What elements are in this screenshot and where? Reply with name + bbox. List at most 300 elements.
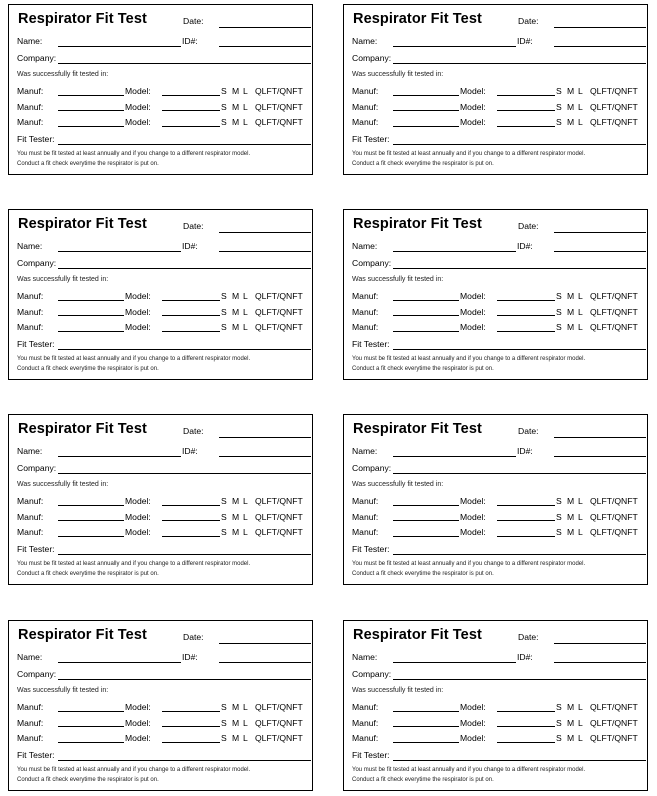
manuf-label: Manuf: — [352, 307, 379, 317]
id-label: ID#: — [182, 36, 198, 46]
card-title: Respirator Fit Test — [18, 216, 147, 232]
tested-in-label: Was successfully fit tested in: — [17, 687, 109, 694]
fit-tester-field[interactable] — [393, 554, 646, 555]
model-label: Model: — [125, 102, 151, 112]
date-label: Date: — [183, 221, 204, 231]
manuf-label: Manuf: — [352, 102, 379, 112]
name-field[interactable] — [58, 251, 181, 252]
name-label: Name: — [17, 36, 43, 46]
footer-note-1: You must be fit tested at least annually and if you change to a different respirator model. — [352, 767, 586, 773]
manuf-field[interactable] — [58, 726, 124, 727]
size-s[interactable]: S — [556, 86, 562, 96]
model-label: Model: — [460, 496, 486, 506]
footer-note-1: You must be fit tested at least annually and if you change to a different respirator model. — [352, 151, 586, 157]
size-s[interactable]: S — [221, 718, 227, 728]
size-l[interactable]: L — [578, 527, 583, 537]
size-m[interactable]: M — [232, 527, 240, 537]
size-m[interactable]: M — [567, 322, 575, 332]
model-field[interactable] — [162, 300, 220, 301]
size-m[interactable]: M — [567, 307, 575, 317]
id-field[interactable] — [554, 456, 646, 457]
model-field[interactable] — [497, 331, 555, 332]
size-s[interactable]: S — [221, 733, 227, 743]
size-m[interactable]: M — [232, 307, 240, 317]
id-field[interactable] — [219, 251, 311, 252]
manuf-field[interactable] — [58, 110, 124, 111]
model-label: Model: — [125, 527, 151, 537]
fit-test-card-8 — [343, 620, 648, 791]
manuf-field[interactable] — [58, 126, 124, 127]
name-field[interactable] — [393, 46, 516, 47]
size-s[interactable]: S — [221, 102, 227, 112]
model-field[interactable] — [162, 95, 220, 96]
name-label: Name: — [17, 446, 43, 456]
size-s[interactable]: S — [556, 102, 562, 112]
model-label: Model: — [460, 718, 486, 728]
id-field[interactable] — [554, 251, 646, 252]
company-field[interactable] — [58, 473, 311, 474]
method-label[interactable]: QLFT/QNFT — [255, 117, 303, 127]
model-label: Model: — [125, 117, 151, 127]
size-m[interactable]: M — [232, 322, 240, 332]
manuf-label: Manuf: — [17, 86, 44, 96]
fit-tester-label: Fit Tester: — [17, 134, 55, 144]
manuf-field[interactable] — [58, 711, 124, 712]
manuf-field[interactable] — [393, 126, 459, 127]
size-s[interactable]: S — [221, 291, 227, 301]
manuf-label: Manuf: — [17, 322, 44, 332]
company-label: Company: — [352, 53, 392, 63]
company-label: Company: — [352, 669, 392, 679]
size-l[interactable]: L — [578, 733, 583, 743]
size-s[interactable]: S — [556, 702, 562, 712]
id-field[interactable] — [219, 46, 311, 47]
model-field[interactable] — [497, 742, 555, 743]
model-field[interactable] — [162, 315, 220, 316]
size-l[interactable]: L — [578, 117, 583, 127]
manuf-label: Manuf: — [352, 512, 379, 522]
fit-tester-label: Fit Tester: — [352, 544, 390, 554]
size-m[interactable]: M — [567, 496, 575, 506]
manuf-field[interactable] — [393, 331, 459, 332]
manuf-label: Manuf: — [352, 718, 379, 728]
manuf-label: Manuf: — [17, 307, 44, 317]
size-l[interactable]: L — [578, 322, 583, 332]
model-field[interactable] — [162, 110, 220, 111]
date-label: Date: — [518, 221, 539, 231]
method-label[interactable]: QLFT/QNFT — [255, 322, 303, 332]
size-s[interactable]: S — [221, 117, 227, 127]
date-label: Date: — [518, 632, 539, 642]
size-l[interactable]: L — [243, 512, 248, 522]
footer-note-2: Conduct a fit check everytime the respirator is put on. — [17, 366, 159, 372]
fit-tester-field[interactable] — [58, 144, 311, 145]
manuf-field[interactable] — [393, 742, 459, 743]
manuf-field[interactable] — [393, 95, 459, 96]
manuf-field[interactable] — [393, 315, 459, 316]
model-label: Model: — [460, 117, 486, 127]
model-field[interactable] — [497, 110, 555, 111]
size-l[interactable]: L — [243, 322, 248, 332]
tested-in-label: Was successfully fit tested in: — [17, 276, 109, 283]
size-m[interactable]: M — [232, 117, 240, 127]
size-l[interactable]: L — [243, 527, 248, 537]
size-m[interactable]: M — [567, 86, 575, 96]
manuf-field[interactable] — [393, 505, 459, 506]
model-label: Model: — [460, 102, 486, 112]
method-label[interactable]: QLFT/QNFT — [255, 102, 303, 112]
manuf-label: Manuf: — [17, 117, 44, 127]
size-m[interactable]: M — [232, 718, 240, 728]
size-l[interactable]: L — [578, 102, 583, 112]
footer-note-2: Conduct a fit check everytime the respirator is put on. — [17, 571, 159, 577]
manuf-field[interactable] — [393, 536, 459, 537]
model-label: Model: — [125, 291, 151, 301]
fit-test-card-1 — [8, 4, 313, 175]
model-field[interactable] — [497, 315, 555, 316]
size-s[interactable]: S — [221, 322, 227, 332]
model-label: Model: — [125, 512, 151, 522]
method-label[interactable]: QLFT/QNFT — [590, 527, 638, 537]
manuf-label: Manuf: — [352, 702, 379, 712]
size-m[interactable]: M — [232, 291, 240, 301]
size-s[interactable]: S — [556, 512, 562, 522]
manuf-field[interactable] — [58, 315, 124, 316]
size-s[interactable]: S — [221, 496, 227, 506]
method-label[interactable]: QLFT/QNFT — [590, 86, 638, 96]
model-label: Model: — [125, 733, 151, 743]
tested-in-label: Was successfully fit tested in: — [352, 481, 444, 488]
model-field[interactable] — [162, 331, 220, 332]
fit-tester-field[interactable] — [58, 760, 311, 761]
size-s[interactable]: S — [221, 527, 227, 537]
size-l[interactable]: L — [243, 496, 248, 506]
manuf-field[interactable] — [393, 110, 459, 111]
size-l[interactable]: L — [243, 307, 248, 317]
fit-tester-label: Fit Tester: — [352, 134, 390, 144]
method-label[interactable]: QLFT/QNFT — [255, 527, 303, 537]
model-field[interactable] — [497, 536, 555, 537]
company-field[interactable] — [393, 473, 646, 474]
company-label: Company: — [17, 669, 57, 679]
size-m[interactable]: M — [232, 702, 240, 712]
size-s[interactable]: S — [556, 322, 562, 332]
size-s[interactable]: S — [556, 733, 562, 743]
fit-test-card-2 — [343, 4, 648, 175]
footer-note-2: Conduct a fit check everytime the respirator is put on. — [17, 161, 159, 167]
size-m[interactable]: M — [567, 117, 575, 127]
model-field[interactable] — [162, 726, 220, 727]
size-l[interactable]: L — [243, 702, 248, 712]
company-field[interactable] — [58, 268, 311, 269]
model-label: Model: — [125, 718, 151, 728]
method-label[interactable]: QLFT/QNFT — [255, 291, 303, 301]
fit-test-card-7 — [8, 620, 313, 791]
size-l[interactable]: L — [243, 291, 248, 301]
size-m[interactable]: M — [567, 702, 575, 712]
model-label: Model: — [460, 322, 486, 332]
name-field[interactable] — [393, 251, 516, 252]
model-label: Model: — [460, 527, 486, 537]
size-l[interactable]: L — [578, 291, 583, 301]
fit-tester-label: Fit Tester: — [352, 339, 390, 349]
manuf-label: Manuf: — [352, 496, 379, 506]
card-title: Respirator Fit Test — [18, 627, 147, 643]
size-s[interactable]: S — [221, 86, 227, 96]
tested-in-label: Was successfully fit tested in: — [352, 276, 444, 283]
date-label: Date: — [518, 426, 539, 436]
manuf-field[interactable] — [58, 331, 124, 332]
method-label[interactable]: QLFT/QNFT — [255, 512, 303, 522]
method-label[interactable]: QLFT/QNFT — [590, 702, 638, 712]
size-s[interactable]: S — [221, 307, 227, 317]
model-label: Model: — [125, 702, 151, 712]
manuf-field[interactable] — [58, 536, 124, 537]
company-label: Company: — [17, 463, 57, 473]
method-label[interactable]: QLFT/QNFT — [590, 733, 638, 743]
model-label: Model: — [460, 512, 486, 522]
size-s[interactable]: S — [556, 307, 562, 317]
manuf-field[interactable] — [393, 520, 459, 521]
size-l[interactable]: L — [243, 117, 248, 127]
tested-in-label: Was successfully fit tested in: — [17, 481, 109, 488]
fit-tester-label: Fit Tester: — [17, 544, 55, 554]
model-label: Model: — [460, 733, 486, 743]
manuf-label: Manuf: — [17, 102, 44, 112]
name-label: Name: — [17, 241, 43, 251]
company-field[interactable] — [393, 63, 646, 64]
size-l[interactable]: L — [243, 86, 248, 96]
size-s[interactable]: S — [221, 512, 227, 522]
manuf-field[interactable] — [58, 742, 124, 743]
model-label: Model: — [460, 86, 486, 96]
card-title: Respirator Fit Test — [353, 421, 482, 437]
date-field[interactable] — [219, 437, 311, 438]
fit-tester-label: Fit Tester: — [17, 339, 55, 349]
model-field[interactable] — [162, 520, 220, 521]
company-field[interactable] — [58, 679, 311, 680]
fit-tester-field[interactable] — [58, 554, 311, 555]
manuf-label: Manuf: — [17, 702, 44, 712]
id-field[interactable] — [554, 46, 646, 47]
size-m[interactable]: M — [232, 733, 240, 743]
name-field[interactable] — [393, 456, 516, 457]
manuf-label: Manuf: — [352, 322, 379, 332]
manuf-field[interactable] — [58, 520, 124, 521]
name-label: Name: — [352, 241, 378, 251]
footer-note-2: Conduct a fit check everytime the respirator is put on. — [17, 777, 159, 783]
method-label[interactable]: QLFT/QNFT — [255, 733, 303, 743]
name-label: Name: — [352, 446, 378, 456]
size-s[interactable]: S — [556, 718, 562, 728]
method-label[interactable]: QLFT/QNFT — [255, 496, 303, 506]
size-m[interactable]: M — [567, 718, 575, 728]
model-field[interactable] — [497, 126, 555, 127]
method-label[interactable]: QLFT/QNFT — [255, 307, 303, 317]
id-field[interactable] — [219, 456, 311, 457]
size-l[interactable]: L — [578, 702, 583, 712]
size-l[interactable]: L — [578, 86, 583, 96]
model-label: Model: — [125, 307, 151, 317]
size-s[interactable]: S — [556, 496, 562, 506]
manuf-field[interactable] — [58, 95, 124, 96]
size-s[interactable]: S — [556, 117, 562, 127]
model-field[interactable] — [162, 505, 220, 506]
company-field[interactable] — [393, 268, 646, 269]
company-field[interactable] — [58, 63, 311, 64]
card-title: Respirator Fit Test — [353, 11, 482, 27]
manuf-field[interactable] — [393, 300, 459, 301]
size-m[interactable]: M — [567, 291, 575, 301]
size-s[interactable]: S — [556, 527, 562, 537]
model-field[interactable] — [162, 536, 220, 537]
manuf-label: Manuf: — [17, 496, 44, 506]
method-label[interactable]: QLFT/QNFT — [590, 496, 638, 506]
date-label: Date: — [183, 632, 204, 642]
size-m[interactable]: M — [232, 86, 240, 96]
model-field[interactable] — [497, 726, 555, 727]
method-label[interactable]: QLFT/QNFT — [255, 86, 303, 96]
fit-test-card-3 — [8, 209, 313, 380]
tested-in-label: Was successfully fit tested in: — [352, 71, 444, 78]
id-label: ID#: — [517, 241, 533, 251]
method-label[interactable]: QLFT/QNFT — [590, 512, 638, 522]
name-field[interactable] — [58, 662, 181, 663]
card-title: Respirator Fit Test — [18, 11, 147, 27]
name-field[interactable] — [58, 456, 181, 457]
size-l[interactable]: L — [578, 496, 583, 506]
footer-note-2: Conduct a fit check everytime the respirator is put on. — [352, 161, 494, 167]
fit-test-card-6 — [343, 414, 648, 585]
manuf-label: Manuf: — [17, 291, 44, 301]
footer-note-2: Conduct a fit check everytime the respirator is put on. — [352, 366, 494, 372]
method-label[interactable]: QLFT/QNFT — [590, 322, 638, 332]
method-label[interactable]: QLFT/QNFT — [590, 718, 638, 728]
fit-tester-field[interactable] — [393, 760, 646, 761]
size-m[interactable]: M — [232, 102, 240, 112]
id-label: ID#: — [182, 652, 198, 662]
size-l[interactable]: L — [243, 733, 248, 743]
size-l[interactable]: L — [243, 718, 248, 728]
date-field[interactable] — [554, 643, 646, 644]
size-l[interactable]: L — [578, 718, 583, 728]
date-field[interactable] — [219, 643, 311, 644]
manuf-label: Manuf: — [17, 718, 44, 728]
manuf-label: Manuf: — [17, 512, 44, 522]
model-field[interactable] — [497, 95, 555, 96]
footer-note-1: You must be fit tested at least annually and if you change to a different respirator model. — [352, 356, 586, 362]
fit-test-card-4 — [343, 209, 648, 380]
name-field[interactable] — [58, 46, 181, 47]
size-m[interactable]: M — [232, 512, 240, 522]
date-field[interactable] — [219, 27, 311, 28]
manuf-field[interactable] — [393, 711, 459, 712]
footer-note-1: You must be fit tested at least annually and if you change to a different respirator model. — [17, 767, 251, 773]
model-field[interactable] — [497, 711, 555, 712]
model-field[interactable] — [162, 742, 220, 743]
footer-note-2: Conduct a fit check everytime the respirator is put on. — [352, 571, 494, 577]
manuf-label: Manuf: — [352, 86, 379, 96]
date-field[interactable] — [554, 232, 646, 233]
size-l[interactable]: L — [578, 307, 583, 317]
id-field[interactable] — [219, 662, 311, 663]
method-label[interactable]: QLFT/QNFT — [590, 117, 638, 127]
size-m[interactable]: M — [567, 527, 575, 537]
manuf-field[interactable] — [58, 505, 124, 506]
model-label: Model: — [125, 322, 151, 332]
model-field[interactable] — [497, 300, 555, 301]
name-label: Name: — [352, 652, 378, 662]
footer-note-1: You must be fit tested at least annually and if you change to a different respirator model. — [17, 356, 251, 362]
company-label: Company: — [352, 258, 392, 268]
model-label: Model: — [125, 86, 151, 96]
size-l[interactable]: L — [243, 102, 248, 112]
company-label: Company: — [352, 463, 392, 473]
model-field[interactable] — [162, 126, 220, 127]
model-field[interactable] — [162, 711, 220, 712]
id-label: ID#: — [182, 241, 198, 251]
model-label: Model: — [125, 496, 151, 506]
fit-tester-field[interactable] — [393, 144, 646, 145]
date-label: Date: — [183, 426, 204, 436]
footer-note-2: Conduct a fit check everytime the respirator is put on. — [352, 777, 494, 783]
method-label[interactable]: QLFT/QNFT — [590, 291, 638, 301]
method-label[interactable]: QLFT/QNFT — [590, 102, 638, 112]
fit-tester-field[interactable] — [393, 349, 646, 350]
size-m[interactable]: M — [567, 512, 575, 522]
model-field[interactable] — [497, 505, 555, 506]
company-label: Company: — [17, 258, 57, 268]
manuf-label: Manuf: — [352, 117, 379, 127]
model-label: Model: — [460, 307, 486, 317]
model-field[interactable] — [497, 520, 555, 521]
method-label[interactable]: QLFT/QNFT — [255, 718, 303, 728]
manuf-field[interactable] — [58, 300, 124, 301]
name-field[interactable] — [393, 662, 516, 663]
method-label[interactable]: QLFT/QNFT — [590, 307, 638, 317]
manuf-label: Manuf: — [17, 733, 44, 743]
fit-test-card-5 — [8, 414, 313, 585]
size-m[interactable]: M — [567, 102, 575, 112]
date-field[interactable] — [554, 437, 646, 438]
id-field[interactable] — [554, 662, 646, 663]
id-label: ID#: — [517, 652, 533, 662]
method-label[interactable]: QLFT/QNFT — [255, 702, 303, 712]
manuf-label: Manuf: — [352, 291, 379, 301]
footer-note-1: You must be fit tested at least annually and if you change to a different respirator model. — [17, 151, 251, 157]
model-label: Model: — [460, 291, 486, 301]
manuf-label: Manuf: — [352, 733, 379, 743]
fit-tester-field[interactable] — [58, 349, 311, 350]
date-label: Date: — [518, 16, 539, 26]
date-field[interactable] — [554, 27, 646, 28]
size-s[interactable]: S — [221, 702, 227, 712]
tested-in-label: Was successfully fit tested in: — [17, 71, 109, 78]
footer-note-1: You must be fit tested at least annually and if you change to a different respirator model. — [17, 561, 251, 567]
size-m[interactable]: M — [232, 496, 240, 506]
date-field[interactable] — [219, 232, 311, 233]
manuf-field[interactable] — [393, 726, 459, 727]
size-l[interactable]: L — [578, 512, 583, 522]
company-field[interactable] — [393, 679, 646, 680]
id-label: ID#: — [517, 36, 533, 46]
card-title: Respirator Fit Test — [353, 627, 482, 643]
size-m[interactable]: M — [567, 733, 575, 743]
size-s[interactable]: S — [556, 291, 562, 301]
fit-tester-label: Fit Tester: — [17, 750, 55, 760]
model-label: Model: — [460, 702, 486, 712]
id-label: ID#: — [182, 446, 198, 456]
